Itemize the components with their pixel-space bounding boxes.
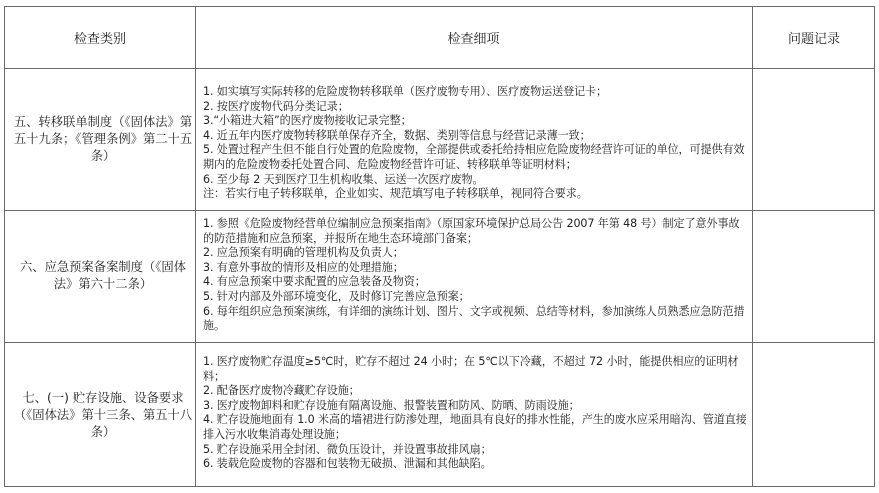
row-1-record[interactable] xyxy=(756,72,872,206)
row-3-item: 4. 贮存设施地面有 1.0 米高的墙裙进行防渗处理，地面具有良好的排水性能，产生的废水应采用暗沟、管道直接排入污水收集消毒处理设施； xyxy=(203,413,747,441)
row-1-details xyxy=(203,85,748,202)
row-3-item: 1. 医疗废物贮存温度≥5℃时，贮存不超过 24 小时；在 5℃以下冷藏，不超过 72 小时，能提供相应的证明材料； xyxy=(203,355,739,383)
row-1-item: 3.“小箱进大箱”的医疗废物接收记录完整； xyxy=(203,114,412,128)
header-details: 检查细项 xyxy=(447,32,500,47)
row-1-item: 1. 如实填写实际转移的危险废物转移联单（医疗废物专用）、医疗废物运送登记卡； xyxy=(203,85,608,98)
row-3-details xyxy=(203,355,748,472)
row-3-item: 3. 医疗废物卸料和贮存设施有隔离设施、报警装置和防风、防晒、防雨设施； xyxy=(203,398,580,412)
row-2-item: 4. 有应急预案中要求配置的应急装备及物资； xyxy=(203,275,426,289)
row-3-record[interactable] xyxy=(756,346,872,484)
row-2-item: 3. 有意外事故的情形及相应的处理措施； xyxy=(203,260,404,274)
row-1-item: 2. 按医疗废物代码分类记录； xyxy=(203,99,349,113)
row-3-item: 2. 配备医疗废物冷藏贮存设施； xyxy=(203,384,360,398)
column-divider-1 xyxy=(195,7,196,486)
header-record: 问题记录 xyxy=(787,32,840,47)
row-2-record[interactable] xyxy=(756,214,872,338)
row-3-item: 6. 装载危险废物的容器和包装物无破损、泄漏和其他缺陷。 xyxy=(203,457,492,471)
header-category: 检查类别 xyxy=(73,32,126,47)
row-2-item: 6. 每年组织应急预案演练，有详细的演练计划、图片、文字或视频、总结等材料，参加演练人员熟悉应急防范措施。 xyxy=(203,304,745,333)
row-3-category xyxy=(11,342,195,488)
inspection-table xyxy=(4,6,875,487)
row-2-item: 5. 针对内部及外部环境变化，及时修订完善应急预案； xyxy=(203,289,470,303)
row-2-details xyxy=(203,217,748,334)
row-2-category xyxy=(11,210,195,342)
row-2-category-text: 六、应急预案备案制度（《固体法》第六十二条） xyxy=(19,260,186,291)
row-2-item: 2. 应急预案有明确的管理机构及负责人； xyxy=(203,246,404,260)
row-3-item: 5. 贮存设施采用全封闭、微负压设计，并设置事故排风扇； xyxy=(203,442,492,456)
row-1-item: 5. 处置过程产生但不能自行处置的危险废物，全部提供或委托给持相应危险废物经营许可证的单位，可提供有效期内的危险废物委托处置合同、危险废物经营许可证、转移联单等证明材料； xyxy=(203,143,745,171)
row-3-category-text: 七、(一) 贮存设施、设备要求（《固体法》第十三条、第五十八条） xyxy=(13,390,193,439)
row-1-category xyxy=(11,68,195,210)
row-2-item: 1. 参照《危险废物经营单位编制应急预案指南》（原国家环境保护总局公告 2007 年第 48 号）制定了意外事故的防范措施和应急预案，并报所在地生态环境部门备案； xyxy=(203,217,740,245)
column-divider-2 xyxy=(752,7,753,486)
row-1-item: 4. 近五年内医疗废物转移联单保存齐全，数据、类别等信息与经营记录薄一致； xyxy=(203,128,591,142)
row-1-item: 6. 至少每 2 天到医疗卫生机构收集、运送一次医疗废物。 xyxy=(203,172,484,186)
row-1-category-text: 五、转移联单制度（《固体法》第五十九条；《管理条例》第二十五条） xyxy=(13,114,193,163)
row-1-item: 注：若实行电子转移联单，企业如实、规范填写电子转移联单，视同符合要求。 xyxy=(203,187,588,201)
